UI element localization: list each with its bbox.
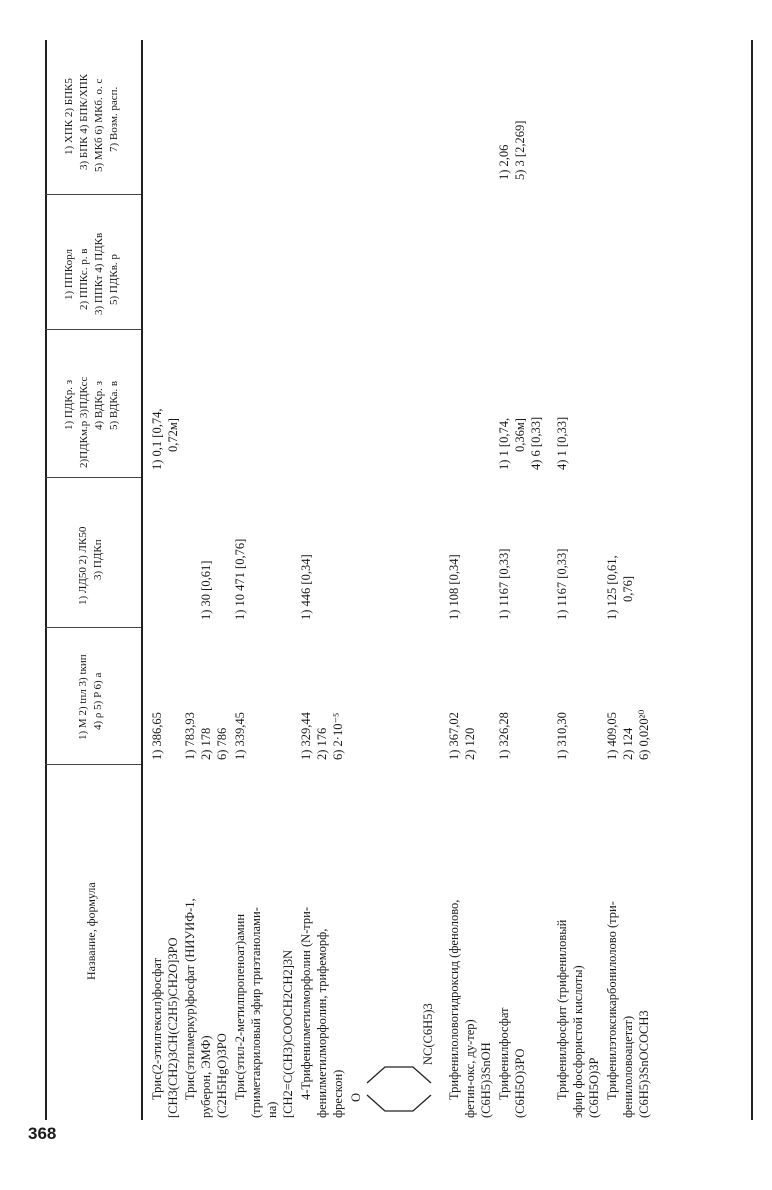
page-number: 368: [28, 1124, 57, 1143]
row5-name-3: (C6H5)3SnOH: [479, 1042, 493, 1118]
row1-pdk-2: 0,72м]: [166, 418, 180, 452]
col-sep-1: [45, 764, 141, 765]
row7-ld-1: 1) 1167 [0,33]: [555, 548, 569, 620]
row5-props-2: 2) 120: [463, 727, 477, 760]
row7-props-1: 1) 310,30: [555, 712, 569, 760]
row6-pdk-2: 0,36м]: [513, 418, 527, 452]
header-ppk-2: 2) ППКс. р. в: [78, 248, 90, 310]
row4-name-3: фрескон): [331, 1069, 345, 1118]
row7-pdk-1: 4) 1 [0,33]: [555, 416, 569, 470]
row3-ld-1: 1) 10 471 [0,76]: [233, 538, 247, 620]
row5-props-1: 1) 367,02: [447, 712, 461, 760]
row7-name-2: эфир фосфористой кислоты): [571, 965, 585, 1118]
header-ppk-3: 3) ППКт 4) ПДКв: [93, 232, 105, 315]
row8-name-3: (C6H5)3SnOCOCH3: [637, 1010, 651, 1118]
col-sep-4: [45, 329, 141, 330]
row2-name-2: руберон, ЭМФ): [199, 1035, 213, 1118]
row2-props-3: 6) 786: [215, 727, 229, 760]
col-sep-3: [45, 477, 141, 478]
row3-name-2: (триметакриловый эфир триэтанолами-: [249, 907, 263, 1118]
row8-ld-1: 1) 125 [0,61,: [605, 555, 619, 620]
header-hpk-2: 3) БПК 4) БПК/ХПК: [78, 73, 90, 170]
row2-props-2: 2) 178: [199, 727, 213, 760]
row6-hpk-1: 1) 2,06: [497, 144, 511, 180]
row6-hpk-2: 5) 3 [2,269]: [513, 120, 527, 180]
header-pdk-4: 5) ВДКа. в: [108, 380, 120, 430]
row1-pdk-1: 1) 0,1 [0,74,: [150, 408, 164, 470]
rotated-table: [45, 40, 765, 1120]
row2-name-1: Трис(этилмеркур)фосфат (НИУИФ-1,: [183, 898, 197, 1100]
row4-props-3: 6) 2·10⁻⁵: [331, 712, 345, 760]
row2-name-3: (C2H5HgO)3PO: [215, 1033, 229, 1118]
header-props-1: 1) M 2) tпл 3) tкип: [77, 654, 89, 740]
header-props-2: 4) ρ 5) P 6) a: [92, 672, 104, 730]
row4-props-2: 2) 176: [315, 727, 329, 760]
header-bottom-rule: [141, 40, 143, 1120]
row8-ld-2: 0,76]: [621, 575, 635, 602]
structure-nitrogen-label: NC(C6H5)3: [421, 1003, 435, 1065]
header-pdk-2: 2)ПДКм.р 3)ПДКсс: [78, 376, 90, 468]
row1-props-1: 1) 386,65: [150, 712, 164, 760]
row1-name-2: [CH3(CH2)3CH(C2H5)CH2O]3PO: [166, 937, 180, 1118]
row3-name-1: Трис(этил-2-метилпропеноат)амин: [233, 913, 247, 1100]
row8-props-3: 6) 0,020²⁰: [637, 709, 651, 760]
row8-props-2: 2) 124: [621, 727, 635, 760]
row8-props-1: 1) 409,05: [605, 712, 619, 760]
row8-name-1: Трифенилэтоксикарбонилолово (три-: [605, 901, 619, 1100]
row3-name-3: на): [265, 1101, 279, 1118]
col-sep-5: [45, 194, 141, 195]
row6-pdk-1: 1) 1 [0,74,: [497, 417, 511, 470]
row6-ld-1: 1) 1167 [0,33]: [497, 548, 511, 620]
row6-props-1: 1) 326,28: [497, 712, 511, 760]
table-bottom-rule: [751, 40, 753, 1120]
row4-name-2: фенилметилморфолин, трифеморф,: [315, 928, 329, 1118]
header-ld-2: 3) ПДКп: [92, 539, 104, 580]
row2-ld-1: 1) 30 [0,61]: [199, 560, 213, 620]
row3-props-1: 1) 339,45: [233, 712, 247, 760]
header-hpk-4: 7) Возм. расп.: [108, 86, 120, 152]
row4-ld-1: 1) 446 [0,34]: [299, 554, 313, 620]
row4-props-1: 1) 329,44: [299, 712, 313, 760]
row1-name-1: Трис(2-этилгексил)фосфат: [150, 957, 164, 1100]
row5-name-1: Трифенилоловогидроксид (фенолово,: [447, 899, 461, 1100]
header-ppk-4: 5) ПДКв. р: [108, 254, 120, 305]
row5-name-2: фетин-окс, ду-тер): [463, 1019, 477, 1118]
header-hpk-3: 5) МКб 6) МКб. о. с: [93, 78, 105, 172]
row7-name-1: Трифенилфосфит (трифениловый: [555, 919, 569, 1100]
col-sep-2: [45, 627, 141, 628]
row6-name-1: Трифенилфосфат: [497, 1007, 511, 1100]
header-ld-1: 1) ЛД50 2) ЛК50: [77, 526, 89, 605]
header-hpk-1: 1) ХПК 2) БПК5: [63, 78, 75, 155]
row8-name-2: фенилоловоацетат): [621, 1015, 635, 1118]
row6-name-2: (C6H5O)3PO: [513, 1048, 527, 1118]
header-ppk-1: 1) ППКорл: [63, 249, 75, 300]
table-top-rule: [45, 40, 47, 1120]
row5-ld-1: 1) 108 [0,34]: [447, 554, 461, 620]
structure-oxygen-label: O: [349, 1092, 363, 1102]
row2-props-1: 1) 783,93: [183, 712, 197, 760]
header-name: Название, формула: [84, 882, 98, 980]
row3-name-4: [CH2=C(CH3)COOCH2CH2]3N: [281, 949, 295, 1118]
row7-name-3: (C6H5O)3P: [587, 1057, 601, 1118]
header-pdk-3: 4) ВДКр. з: [93, 380, 105, 430]
row6-pdk-3: 4) 6 [0,33]: [529, 416, 543, 470]
header-pdk-1: 1) ПДКр. з: [63, 379, 75, 430]
row4-name-1: 4-Трифенилметилморфолин (N-три-: [299, 906, 313, 1100]
